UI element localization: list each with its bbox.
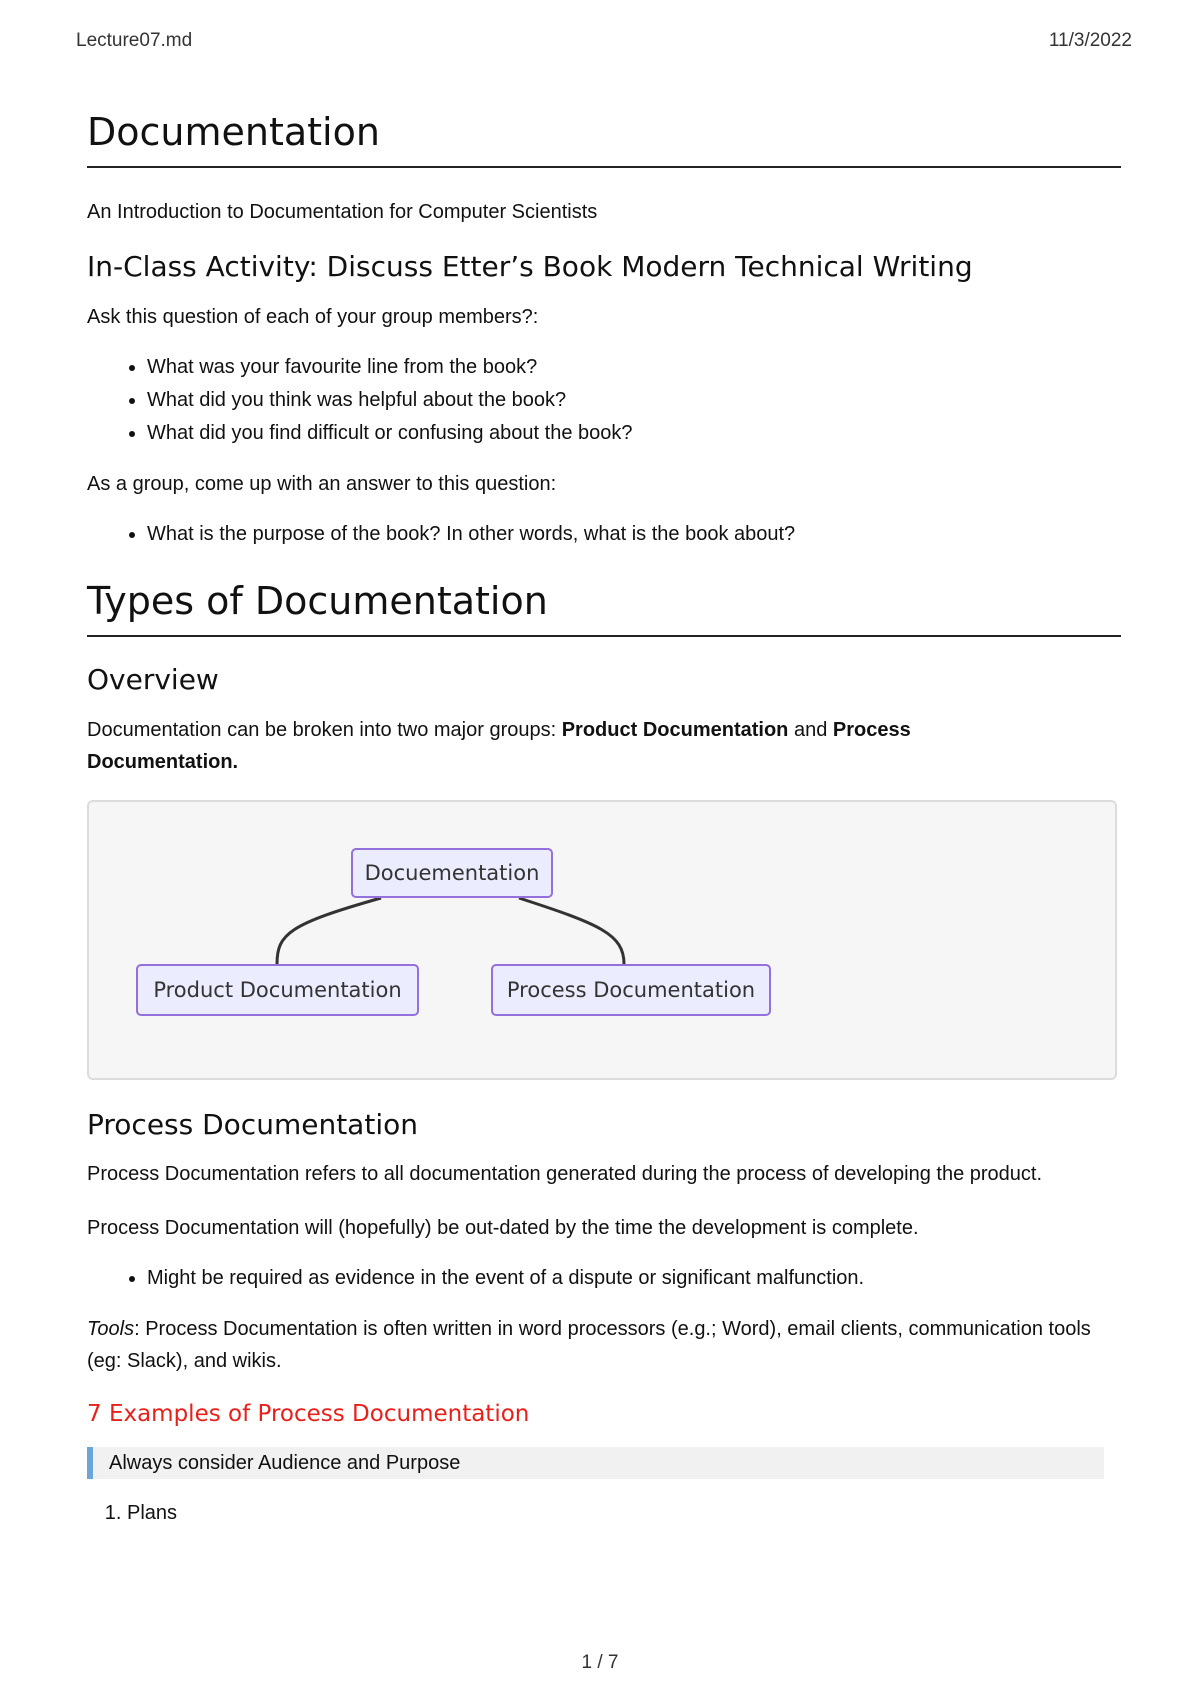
question-list-1 [87,351,1121,450]
examples-list [87,1497,1121,1530]
types-heading: Types of Documentation [87,579,1121,637]
list-item: • What did you think was helpful about the book? [147,384,1121,417]
overview-text-lead: Documentation can be broken into two major groups: [87,719,562,742]
overview-heading: Overview [87,662,219,696]
process-bullets [87,1262,1121,1295]
page-number: 1 / 7 [581,1652,619,1673]
activity-prompt-2: As a group, come up with an answer to this question: [87,473,557,496]
diagram-edges [89,802,1119,1082]
tools-label: Tools [87,1317,135,1340]
product-documentation-term: Product Documentation [561,719,789,742]
overview-and: and [788,719,833,742]
edge-root-to-process [519,898,624,964]
process-documentation-term: Process Documentation. [87,719,911,774]
header-filename: Lecture07.md [76,30,193,51]
document-content [87,110,1121,1530]
process-heading: Process Documentation [87,1108,418,1142]
activity-prompt-1: Ask this question of each of your group members?: [87,306,539,329]
overview-text [87,714,987,778]
list-item: 1. Plans [127,1497,1121,1530]
node-process-documentation: Process Documentation [491,964,771,1016]
node-documentation: Docuementation [351,848,553,898]
header-date: 11/3/2022 [1048,30,1132,51]
list-item: • What was your favourite line from the book? [147,351,1121,384]
tools-paragraph [87,1313,1121,1377]
examples-heading: 7 Examples of Process Documentation [87,1400,530,1427]
activity-heading: In-Class Activity: Discuss Etter’s Book Modern Technical Writing [87,249,973,283]
page-title: Documentation [87,110,1121,168]
list-item: • Might be required as evidence in the event of a dispute or significant malfunction. [147,1262,1121,1295]
audience-purpose-note: Always consider Audience and Purpose [87,1447,1104,1479]
list-item: • What is the purpose of the book? In other words, what is the book about? [147,518,1121,551]
process-paragraph-2: Process Documentation will (hopefully) be out-dated by the time the development is complete. [87,1216,919,1239]
documentation-diagram [87,800,1117,1080]
edge-root-to-product [277,898,381,964]
process-paragraph-1: Process Documentation refers to all documentation generated during the process of developing the product. [87,1162,1043,1185]
tools-text: : Process Documentation is often written in word processors (e.g.; Word), email clients, communication tools (eg: Slack), and wikis. [87,1317,1091,1372]
subtitle: An Introduction to Documentation for Computer Scientists [87,200,598,223]
node-product-documentation: Product Documentation [136,964,419,1016]
question-list-2 [87,518,1121,551]
list-item: • What did you find difficult or confusing about the book? [147,417,1121,450]
